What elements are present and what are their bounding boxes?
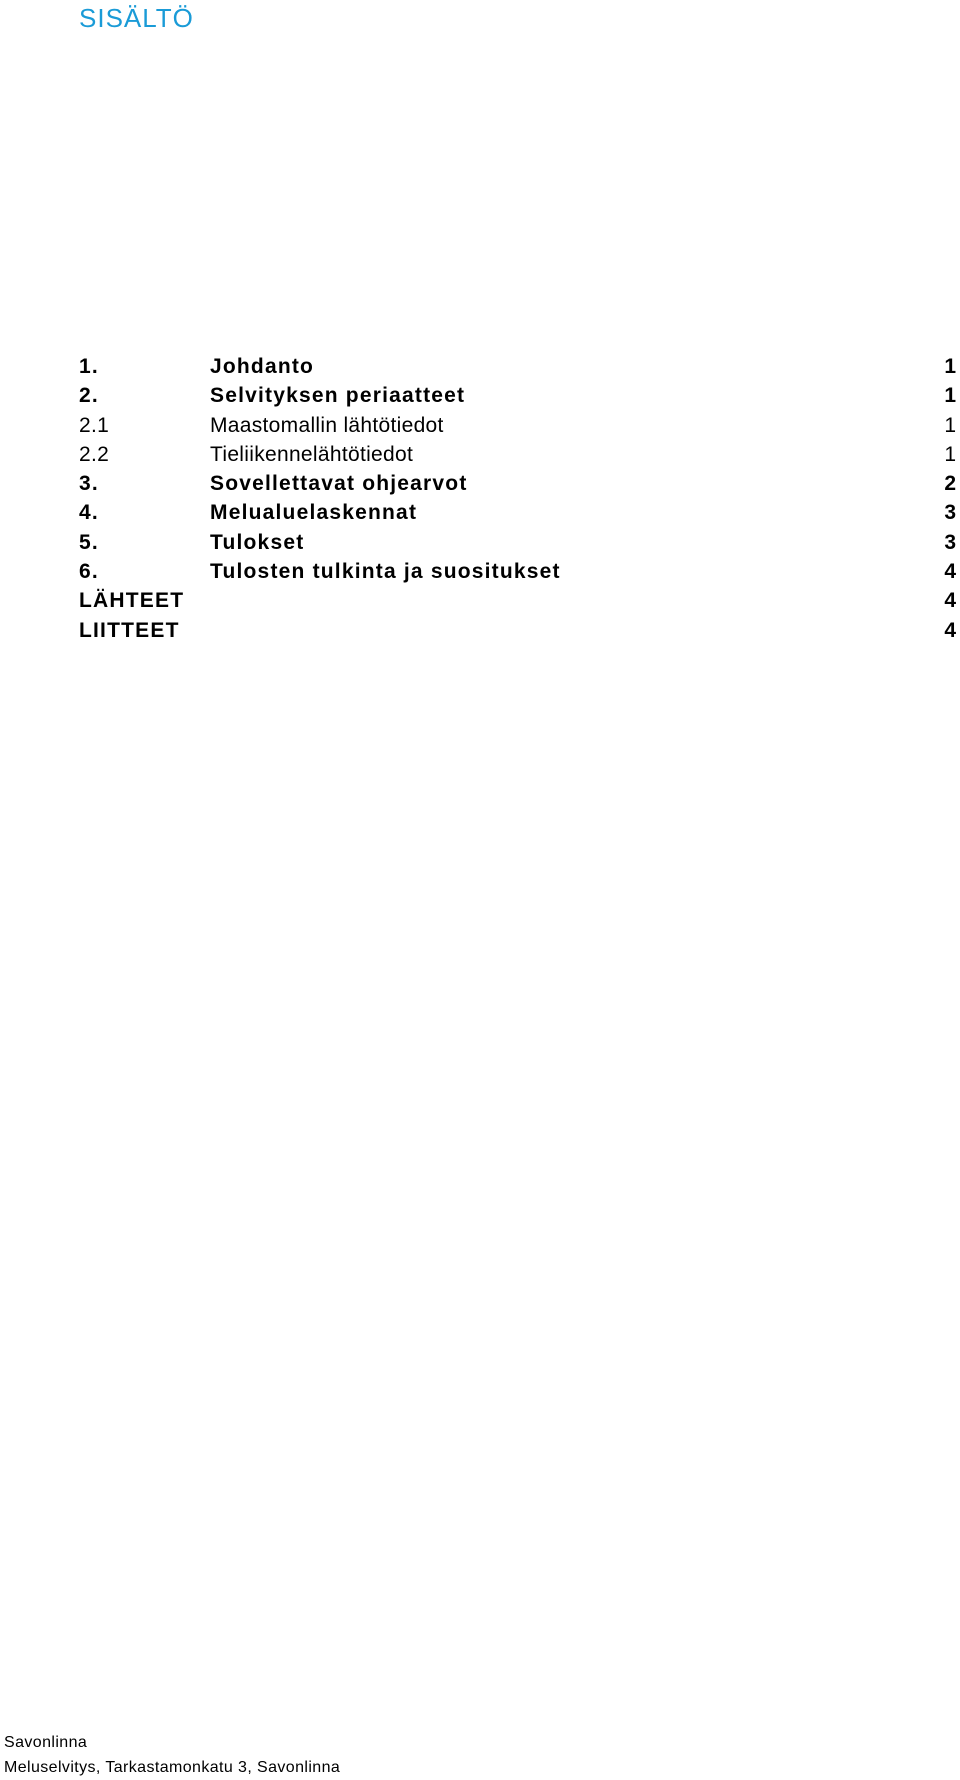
toc-entry-5[interactable] [79,528,956,557]
toc-entry-page: 1 [944,384,956,408]
toc-entry-3[interactable] [79,469,956,498]
toc-entry-title: LIITTEET [79,618,180,642]
page-footer [4,1730,340,1780]
toc-entry-title: Melualuelaskennat [210,501,418,525]
toc-entry-number: 1. [79,355,99,378]
toc-entry-title: Johdanto [210,355,315,378]
footer-location: Savonlinna [4,1734,88,1751]
toc-entry-page: 4 [944,560,956,584]
toc-entry-number: 2.2 [79,442,110,466]
toc-entry-title: Selvityksen periaatteet [210,384,466,408]
toc-entry-2-1[interactable] [79,411,956,440]
toc-entry-number: 2.1 [79,413,110,437]
toc-entry-title: Maastomallin lähtötiedot [210,413,444,437]
footer-document-title: Meluselvitys, Tarkastamonkatu 3, Savonlinna [4,1759,341,1776]
toc-entry-2-2[interactable] [79,440,956,469]
toc-entry-page: 3 [944,530,956,554]
toc-entry-4[interactable] [79,498,956,527]
toc-entry-title: LÄHTEET [79,589,185,613]
toc-entry-page: 4 [944,618,956,642]
toc-entry-title: Tulokset [210,530,305,554]
toc-entry-number: 5. [79,530,99,554]
table-of-contents [79,352,956,645]
toc-entry-title: Tieliikennelähtötiedot [210,442,414,466]
toc-entry-1[interactable] [79,352,956,381]
toc-entry-number: 3. [79,472,99,496]
toc-entry-title: Tulosten tulkinta ja suositukset [210,560,561,584]
toc-entry-page: 3 [944,501,956,525]
page-title: SISÄLTÖ [79,3,194,33]
toc-entry-page: 4 [944,589,956,613]
toc-entry-page: 1 [944,355,956,378]
toc-entry-6[interactable] [79,557,956,586]
toc-entry-number: 4. [79,501,99,525]
toc-entry-page: 1 [944,413,956,437]
toc-entry-number: 2. [79,384,99,408]
toc-entry-page: 1 [944,442,956,466]
toc-entry-lahteet[interactable] [79,586,956,615]
toc-entry-2[interactable] [79,381,956,410]
toc-entry-title: Sovellettavat ohjearvot [210,472,468,496]
toc-entry-liitteet[interactable] [79,616,956,645]
toc-entry-number: 6. [79,560,99,584]
toc-entry-page: 2 [944,472,956,496]
